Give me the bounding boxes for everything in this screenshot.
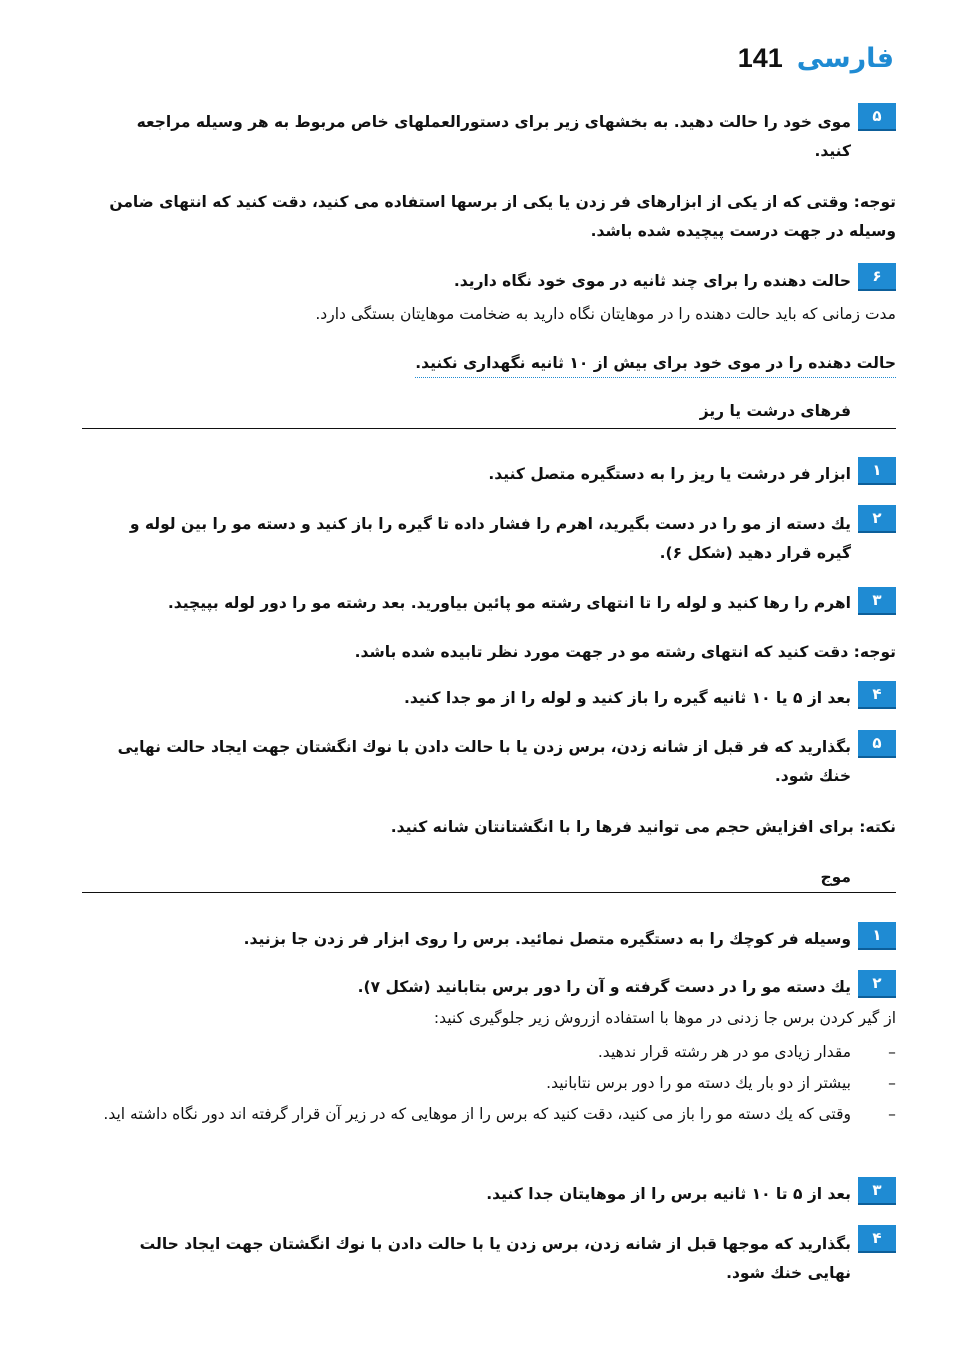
step-number-badge: ۵ <box>858 730 896 758</box>
section-divider <box>82 428 896 429</box>
step-number-badge: ۲ <box>858 970 896 998</box>
section-title-curls: فرهای درشت یا ریز <box>699 402 851 420</box>
list-item-text: مقدار زیادی مو در هر رشته قرار ندهید. <box>597 1043 851 1061</box>
note: توجه: دقت کنید که انتهای رشته مو در جهت مورد نظر تابیده شده باشد. <box>354 643 896 661</box>
step-number-badge: ۱ <box>858 922 896 950</box>
step-number-badge: ۳ <box>858 587 896 615</box>
step-number-badge: ۴ <box>858 681 896 709</box>
step-text: بگذارید که فر قبل از شانه زدن، برس زدن یا با حالت دادن با نوك انگشتان جهت ایجاد حالت نهایی خنك شود. <box>117 738 851 785</box>
step-number-badge: ۵ <box>858 103 896 131</box>
section-title-waves: موج <box>820 868 851 886</box>
list-item-text: بیشتر از دو بار یك دسته مو را دور برس نتابانید. <box>546 1074 851 1092</box>
list-item <box>81 1037 896 1068</box>
page-number: 141 <box>737 42 783 73</box>
step-text: وسیله فر کوچك را به دستگیره متصل نمائید. برس را روی ابزار فر زدن جا بزنید. <box>243 930 851 948</box>
step-text: بگذارید که موجها قبل از شانه زدن، برس زدن یا با حالت دادن با نوك انگشتان جهت ایجاد حالت نهایی خنك شود. <box>139 1235 851 1282</box>
step-text: حالت دهنده را برای چند ثانیه در موی خود نگاه دارید. <box>453 272 851 290</box>
note: توجه: وقتی که از یکی از ابزارهای فر زدن یا یکی از برسها استفاده می کنید، دقت کنید که انتهای ضامن وسیله در جهت درست پیچیده شده باشد. <box>109 193 896 240</box>
step-description: مدت زمانی که باید حالت دهنده را در موهایتان نگاه دارید به ضخامت موهایتان بستگی دارد. <box>315 305 896 323</box>
step-text: اهرم را رها کنید و لوله را تا انتهای رشته مو پائین بیاورید. بعد رشته مو را دور لوله بپیچید. <box>167 594 851 612</box>
step-text: یك دسته از مو را در دست بگیرید، اهرم را فشار داده تا گیره را باز کنید و دسته مو را بین لوله و گیره قرار دهید (شکل ۶). <box>129 515 851 562</box>
step-number-badge: ۱ <box>858 457 896 485</box>
step-text: بعد از ۵ تا ۱۰ ثانیه برس را از موهایتان جدا کنید. <box>486 1185 851 1203</box>
step-number-badge: ۳ <box>858 1177 896 1205</box>
step-text: یك دسته مو را در دست گرفته و آن را دور برس بتابانید (شکل ۷). <box>357 978 851 996</box>
list-item <box>81 1068 896 1099</box>
caution-text: حالت دهنده را در موی خود برای بیش از ۱۰ ثانیه نگهداری نکنید. <box>415 352 896 378</box>
step-number-badge: ۲ <box>858 505 896 533</box>
section-divider <box>82 892 896 893</box>
bullet-list <box>81 1037 896 1130</box>
dash-marker: – <box>888 1043 896 1061</box>
page-header <box>738 38 894 78</box>
step-text: بعد از ۵ یا ۱۰ ثانیه گیره را باز کنید و لوله را از مو جدا کنید. <box>403 689 851 707</box>
step-number-badge: ۶ <box>858 263 896 291</box>
dash-marker: – <box>888 1105 896 1123</box>
tip: نکته: برای افزایش حجم می توانید فرها را با انگشتانتان شانه کنید. <box>390 818 896 836</box>
step-text: موی خود را حالت دهید. به بخشهای زیر برای دستورالعملهای خاص مربوط به هر وسیله مراجعه کنید. <box>136 113 851 160</box>
list-item-text: وقتی که یك دسته مو را باز می کنید، دقت کنید که برس را از موهایی که در زیر آن قرار گرفته اند دور نگاه داشته اید. <box>103 1105 851 1123</box>
language-title: فارسی <box>796 42 894 74</box>
step-description: از گیر کردن برس جا زدنی در موها با استفاده ازروش زیر جلوگیری کنید: <box>433 1009 896 1027</box>
dash-marker: – <box>888 1074 896 1092</box>
list-item <box>81 1099 896 1130</box>
step-text: ابزار فر درشت یا ریز را به دستگیره متصل کنید. <box>488 465 851 483</box>
step-number-badge: ۴ <box>858 1225 896 1253</box>
